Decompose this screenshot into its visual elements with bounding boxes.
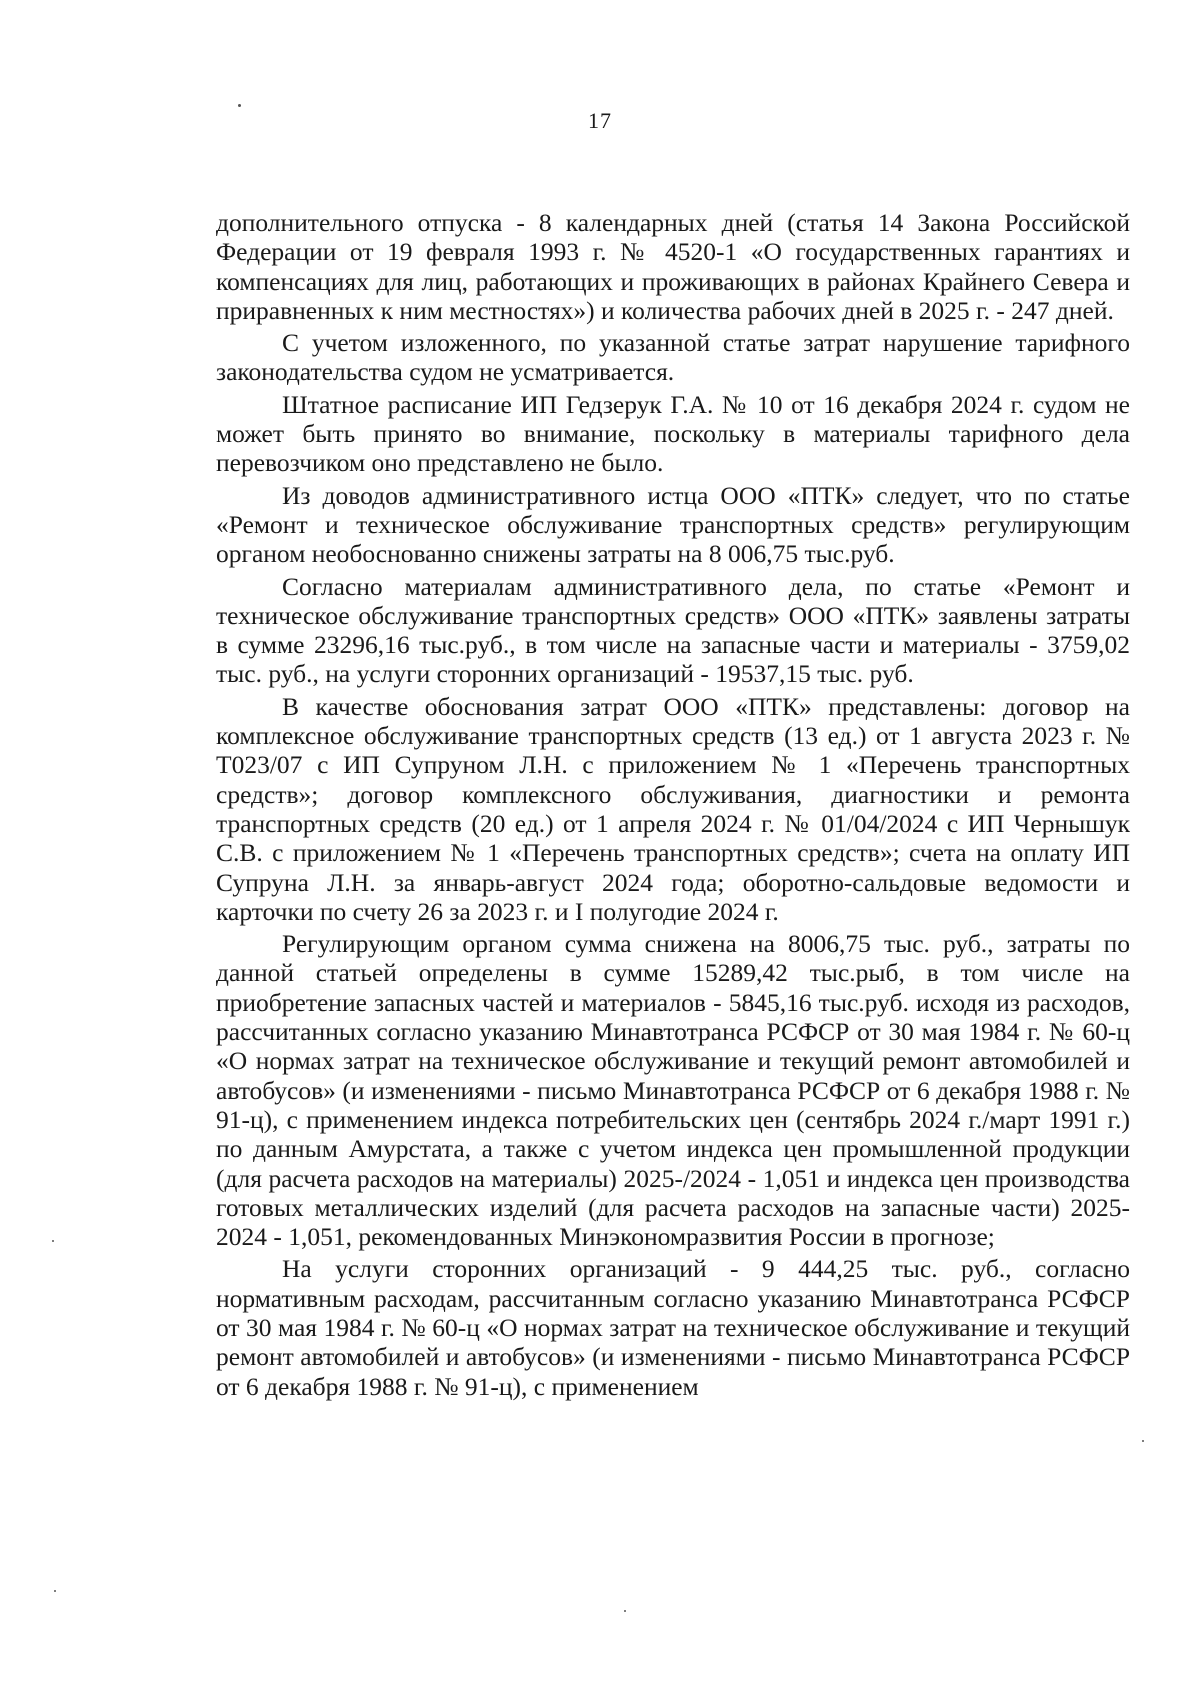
paragraph: Из доводов административного истца ООО «ПТК» следует, что по статье «Ремонт и техническое обслуживание транспортных средств» регулирующим органом необоснованно снижены затраты на 8 006,75 тыс.руб. [216, 480, 1130, 569]
paragraph: Согласно материалам административного дела, по статье «Ремонт и техническое обслуживание транспортных средств» ООО «ПТК» заявлены затраты в сумме 23296,16 тыс.руб., в том числе на запасные части и материалы - 3759,02 тыс. руб., на услуги сторонних организаций - 19537,15 тыс. руб. [216, 571, 1130, 689]
scan-speck [54, 1590, 56, 1592]
document-body [216, 208, 1130, 1404]
paragraph: Регулирующим органом сумма снижена на 8006,75 тыс. руб., затраты по данной статьей определены в сумме 15289,42 тыс.рыб, в том числе на приобретение запасных частей и материалов - 5845,16 тыс.руб. исходя из расходов, рассчитанных согласно указанию Минавтотранса РСФСР от 30 мая 1984 г. № 60-ц «О нормах затрат на техническое обслуживание и текущий ремонт автомобилей и автобусов» (и изменениями - письмо Минавтотранса РСФСР от 6 декабря 1988 г. № 91-ц), с применением индекса потребительских цен (сентябрь 2024 г./март 1991 г.) по данным Амурстата, а также с учетом индекса цен промышленной продукции (для расчета расходов на материалы) 2025-/2024 - 1,051 и индекса цен производства готовых металлических изделий (для расчета расходов на запасные части) 2025-2024 - 1,051, рекомендованных Минэкономразвития России в прогнозе; [216, 929, 1130, 1252]
paragraph: В качестве обоснования затрат ООО «ПТК» представлены: договор на комплексное обслуживание транспортных средств (13 ед.) от 1 августа 2023 г. № Т023/07 с ИП Супруном Л.Н. с приложением № 1 «Перечень транспортных средств»; договор комплексного обслуживания, диагностики и ремонта транспортных средств (20 ед.) от 1 апреля 2024 г. № 01/04/2024 с ИП Чернышук С.В. с приложением № 1 «Перечень транспортных средств»; счета на оплату ИП Супруна Л.Н. за январь-август 2024 года; оборотно-сальдовые ведомости и карточки по счету 26 за 2023 г. и I полугодие 2024 г. [216, 691, 1130, 926]
scan-speck [52, 1240, 54, 1242]
scan-speck [624, 1610, 626, 1612]
scan-speck [238, 104, 241, 107]
scan-speck [1142, 1440, 1144, 1442]
paragraph: На услуги сторонних организаций - 9 444,25 тыс. руб., согласно нормативным расходам, рассчитанным согласно указанию Минавтотранса РСФСР от 30 мая 1984 г. № 60-ц «О нормах затрат на техническое обслуживание и текущий ремонт автомобилей и автобусов» (и изменениями - письмо Минавтотранса РСФСР от 6 декабря 1988 г. № 91-ц), с применением [216, 1254, 1130, 1401]
paragraph: С учетом изложенного, по указанной статье затрат нарушение тарифного законодательства судом не усматривается. [216, 328, 1130, 387]
paragraph-continuation: дополнительного отпуска - 8 календарных дней (статья 14 Закона Российской Федерации от 19 февраля 1993 г. № 4520-1 «О государственных гарантиях и компенсациях для лиц, работающих и проживающих в районах Крайнего Севера и приравненных к ним местностях») и количества рабочих дней в 2025 г. - 247 дней. [216, 208, 1130, 325]
paragraph: Штатное расписание ИП Гедзерук Г.А. № 10 от 16 декабря 2024 г. судом не может быть принято во внимание, поскольку в материалы тарифного дела перевозчиком оно представлено не было. [216, 389, 1130, 478]
page-number: 17 [588, 108, 612, 133]
